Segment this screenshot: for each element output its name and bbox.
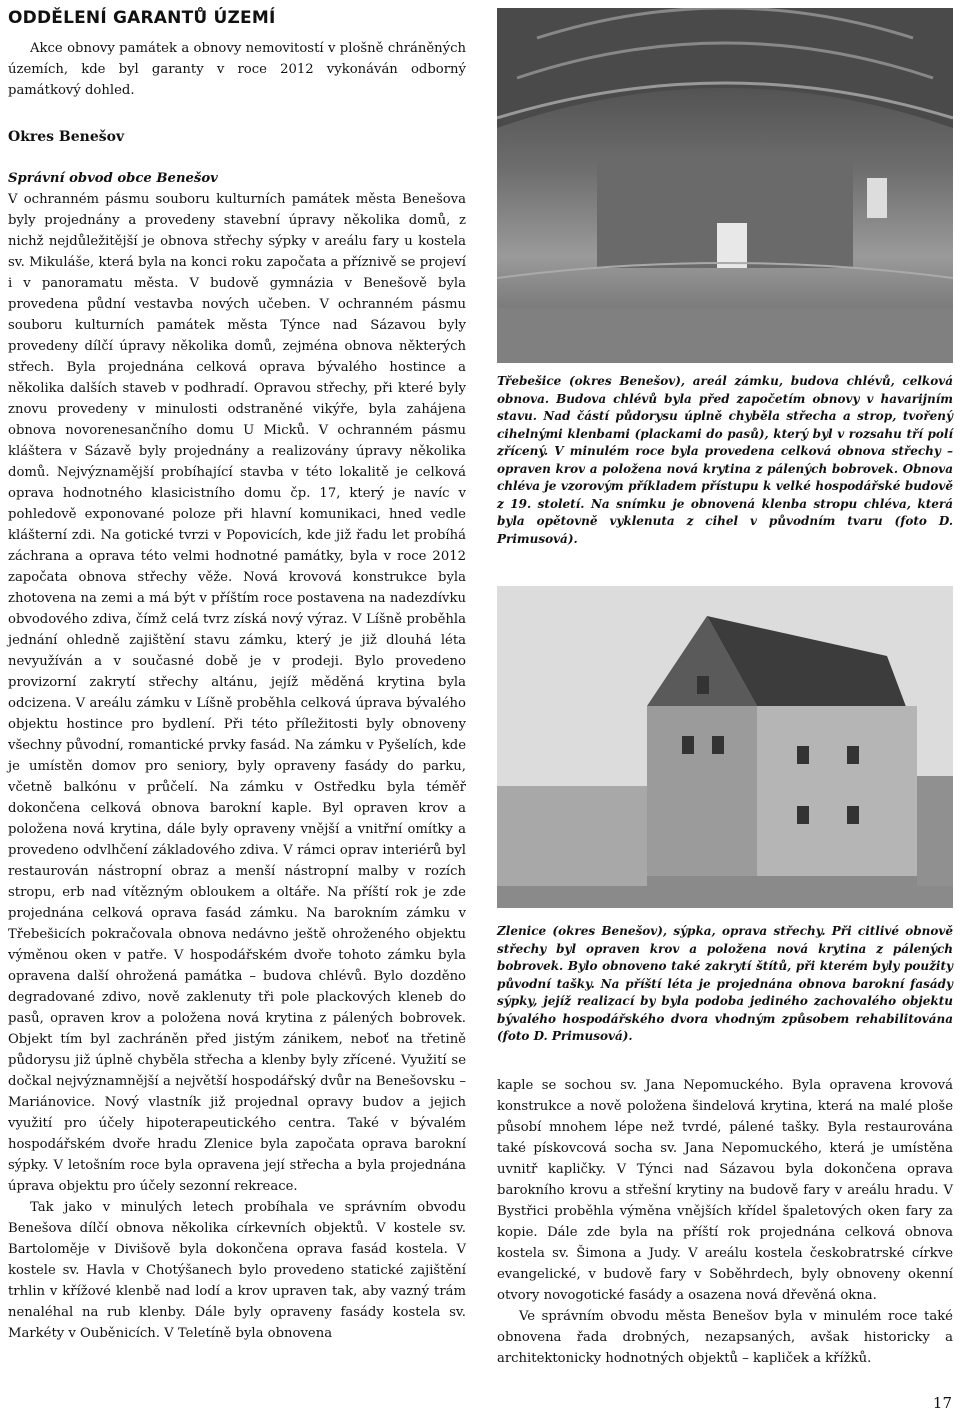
body-paragraph: Ve správním obvodu města Benešov byla v minulém roce také obnovena řada drobných, nezapsaných, avšak historicky a architektonicky hodnotných objektů – kapliček a křížků. xyxy=(497,1309,953,1366)
body-paragraph: Tak jako v minulých letech probíhala ve správním obvodu Benešova dílčí obnova několika církevních objektů. V kostele sv. Bartoloměje v Divišově byla dokončena oprava fasád kostela. V kostele sv. Havla v Chotýšanech bylo provedeno statické zajištění trhlin v křížové klenbě nad lodí a krov upraven tak, aby vazný trám nenaléhal na rub klenby. Dále byly opraveny fasády kostela sv. Markéty v Ouběnicích. V Teletíně byla obnovena xyxy=(8,1200,466,1341)
photo-vaulted-barn xyxy=(497,8,953,363)
section-heading: Okres Benešov xyxy=(8,129,125,145)
body-paragraph: kaple se sochou sv. Jana Nepomuckého. Byla opravena krovová konstrukce a nově položena šindelová krytina, která na malé ploše působí mnohem lépe než tvrdé, pálené tašky. Byla restaurována také pískovcová socha sv. Jana Nepomuckého, která je umístěna uvnitř kapličky. V Týnci nad Sázavou byla dokončena oprava barokního krovu a střešní krytiny na budově fary v areálu hradu. V Bystřici proběhla výměna vnějších křídel špaletových oken fary za kopie. Dále zde byla na příští rok projednána celková obnova kostela sv. Šimona a Judy. V areálu kostela českobratrské církve evangelické, v budově fary v Soběhrdech, byly obnoveny okenní otvory novogotické fasády a osazena nová dřevěná okna. xyxy=(497,1078,953,1303)
subsection-heading: Správní obvod obce Benešov xyxy=(8,171,218,186)
intro-paragraph: Akce obnovy památek a obnovy nemovitostí v plošně chráněných územích, kde byl garanty v roce 2012 vykonáván odborný památkový dohled. xyxy=(8,41,466,98)
page-title: ODDĚLENÍ GARANTŮ ÚZEMÍ xyxy=(8,8,276,28)
photo-caption: Zlenice (okres Benešov), sýpka, oprava střechy. Při citlivé obnově střechy byl opraven krov a položena nová krytina z pálených bobrovek. Bylo obnoveno také zakrytí štítů, při kterém byly použity původní tašky. Na příští léta je projednána obnova barokní fasády sýpky, jejíž realizací by byla podoba jediného zachovalého objektu bývalého hospodářského dvora vhodným způsobem rehabilitována (foto D. Primusová). xyxy=(497,924,953,1043)
page-number: 17 xyxy=(932,1394,952,1412)
photo-granary xyxy=(497,586,953,908)
left-column xyxy=(8,8,466,1344)
right-body xyxy=(497,1075,953,1369)
body-paragraph: V ochranném pásmu souboru kulturních památek města Benešova byly projednány a provedeny stavební úpravy několika domů, z nichž nejdůležitější je obnova střechy sýpky v areálu fary u kostela sv. Mikuláše, která byla na konci roku započata a příznivě se projeví i v panoramatu města. V budově gymnázia v Benešově byla provedena půdní vestavba nových učeben. V ochranném pásmu souboru kulturních památek města Týnce nad Sázavou byly provedeny dílčí úpravy několika domů, zejména obnova některých střech. Byla projednána celková oprava bývalého hostince a několika dalších staveb v podhradí. Opravou střechy, při které byly znovu provedeny v minulosti odstraněné vikýře, byla zahájena obnova novorenesančního domu U Micků. V ochranném pásmu kláštera v Sázavě byly projednány a realizovány úpravy několika domů. Nejvýznamější probíhající stavba v této lokalitě je celková oprava hodnotného klasicistního domu čp. 17, který je navíc v pohledově exponované poloze při hlavní komunikaci, hned vedle klášterní zdi. Na gotické tvrzi v Popovicích, kde již řadu let probíhá záchrana a oprava této velmi hodnotné památky, byla v roce 2012 započata obnova střechy věže. Nová krovová konstrukce byla zhotovena na zemi a má být v příštím roce postavena na nadezdívku obvodového zdiva, čímž celá tvrz získá nový výraz. V Líšně proběhla jednání ohledně zajištění stavu zámku, který je již dlouhá léta nevyužíván a v současné době je v prodeji. Bylo provedeno provizorní zakrytí střechy altánu, jejíž měděná krytina byla odcizena. V areálu zámku v Líšně proběhla celková úprava bývalého objektu hostince pro bydlení. Při této příležitosti byly obnoveny všechny původní, romantické prvky fasád. Na zámku v Pyšelích, kde je umístěn domov pro seniory, byly opraveny fasády do parku, včetně balkónu v průčelí. Na zámku v Ostředku byla téměř dokončena celková obnova barokní kaple. Byl opraven krov a položena nová krytina, dále byly opraveny vnější a vnitřní omítky a provedeno odvlhčení základového zdiva. V rámci oprav interiérů byl restaurován nástropní obraz a menší nástropní malby v rozích stropu, erb nad vítězným obloukem a oltáře. Na příští rok je zde projednána celková oprava fasád zámku. Na barokním zámku v Třebešicích pokračovala obnova nedávno ještě ohroženého objektu výměnou oken v patře. V hospodářském dvoře tohoto zámku byla opravena další ohrožená památka – budova chlévů. Bylo dozděno degradované zdivo, nově zaklenuty tři pole plackových kleneb do pasů, opraven krov a položena nová krytina z pálených bobrovek. Objekt tím byl zachráněn před jistým zánikem, neboť na třetině půdorysu již úplně chyběla střecha a klenby byly zřícené. Využití se dočkal nejvýznamnější a největší hospodářský dvůr na Benešovsku – Mariánovice. Nový vlastník již projednal opravy budov a jejich využití pro účely hipoterapeutického centra. Také v bývalém hospodářském dvoře hradu Zlenice byla započata oprava barokní sýpky. V letošním roce byla opravena její střecha a byla projednána úprava objektu pro účely sezonní rekreace. xyxy=(8,192,466,1194)
photo-caption: Třebešice (okres Benešov), areál zámku, budova chlévů, celková obnova. Budova chlévů byla před započetím obnovy v havarijním stavu. Nad částí půdorysu úplně chyběla střecha a strop, tvořený cihelnými klenbami (plackami do pasů), který byl v rozsahu tří polí zřícený. V minulém roce byla provedena celková obnova střechy – opraven krov a položena nová krytina z pálených bobrovek. Obnova chléva je vzorovým příkladem přístupu k velké hospodářské budově z 19. století. Na snímku je obnovená klenba stropu chléva, která byla opětovně vyklenuta z cihel v původním tvaru (foto D. Primusová). xyxy=(497,374,953,546)
